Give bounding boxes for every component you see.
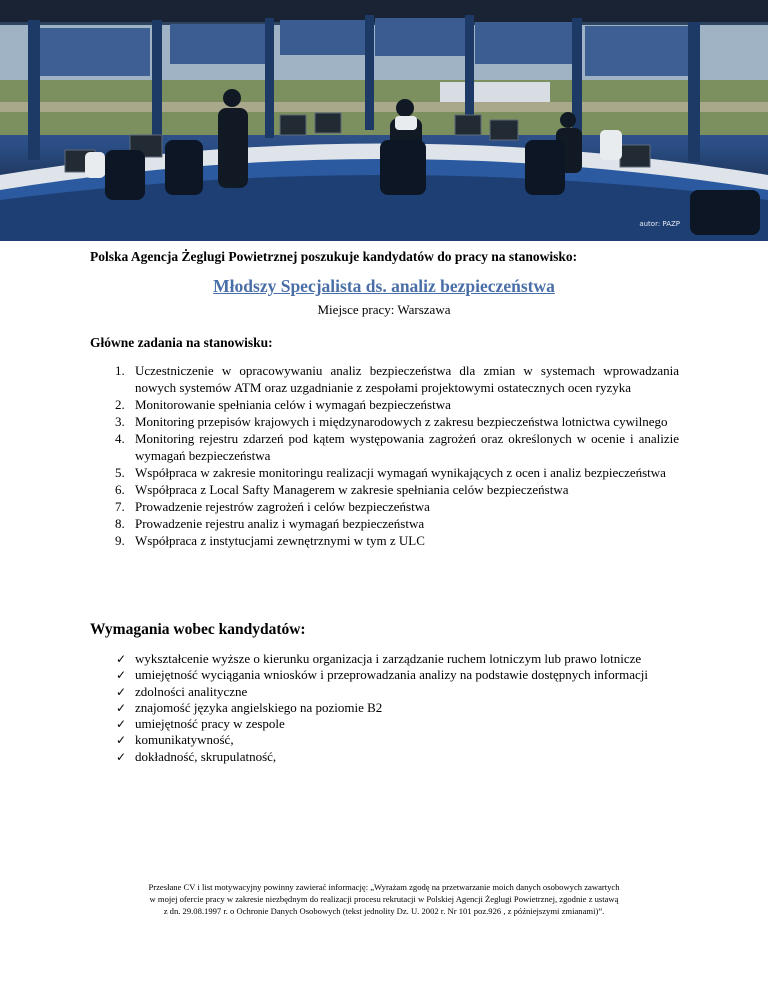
task-item — [115, 498, 679, 515]
header-photo — [0, 0, 768, 241]
checkmark-icon: ✓ — [116, 700, 127, 715]
requirement-item — [116, 684, 656, 700]
requirement-item — [116, 732, 656, 748]
photo-credit: autor: PAZP — [639, 220, 680, 228]
job-title: Młodszy Specjalista ds. analiz bezpieczeństwa — [213, 276, 555, 296]
task-number: 5. — [115, 465, 125, 480]
task-text: Monitoring przepisów krajowych i międzynarodowych z zakresu bezpieczeństwa lotnictwa cywilnego — [135, 414, 668, 429]
task-number: 4. — [115, 431, 125, 446]
task-number: 3. — [115, 414, 125, 429]
data-consent-footer — [0, 881, 768, 917]
task-text: Prowadzenie rejestrów zagrożeń i celów bezpieczeństwa — [135, 499, 430, 514]
intro-text: Polska Agencja Żeglugi Powietrznej poszukuje kandydatów do pracy na stanowisko: — [90, 249, 578, 264]
requirement-text: znajomość języka angielskiego na poziomie B2 — [135, 699, 383, 715]
task-item — [115, 464, 679, 481]
requirement-item — [116, 667, 656, 683]
task-text: Uczestniczenie w opracowywaniu analiz bezpieczeństwa dla zmian w systemach wprowadzania nowych systemów ATM oraz uzgadnianie z zespołami projektowymi ostatecznych ocen ryzyka — [135, 363, 679, 395]
checkmark-icon: ✓ — [116, 733, 127, 748]
task-item — [115, 532, 679, 549]
task-item — [115, 396, 679, 413]
task-text: Monitorowanie spełniania celów i wymagań bezpieczeństwa — [135, 397, 451, 412]
requirement-text: zdolności analityczne — [135, 683, 248, 699]
footer-line: Przesłane CV i list motywacyjny powinny zawierać informację: „Wyrażam zgodę na przetwarzanie moich danych osobowych zawartych — [148, 882, 620, 892]
checkmark-icon: ✓ — [116, 668, 127, 683]
task-item — [115, 413, 679, 430]
task-number: 1. — [115, 363, 125, 378]
requirement-item — [116, 749, 656, 765]
footer-line: w mojej ofercie pracy w zakresie niezbędnym do realizacji procesu rekrutacji w Polskiej Agencji Żeglugi Powietrznej, zgodnie z ustawą — [149, 894, 619, 904]
work-location: Miejsce pracy: Warszawa — [317, 302, 451, 317]
requirement-item — [116, 700, 656, 716]
task-text: Współpraca z instytucjami zewnętrznymi w tym z ULC — [135, 533, 425, 548]
control-tower-illustration — [0, 0, 768, 241]
checkmark-icon: ✓ — [116, 652, 127, 666]
requirement-text: umiejętność wyciągania wniosków i przeprowadzania analizy na podstawie dostępnych informacji — [135, 667, 648, 683]
checkmark-icon: ✓ — [116, 749, 127, 764]
requirement-item — [116, 716, 656, 732]
requirement-item — [116, 651, 656, 667]
requirement-text: umiejętność pracy w zespole — [135, 716, 285, 732]
task-item — [115, 362, 679, 396]
task-item — [115, 430, 679, 464]
task-text: Prowadzenie rejestru analiz i wymagań bezpieczeństwa — [135, 516, 425, 531]
checkmark-icon: ✓ — [116, 717, 127, 732]
task-number: 8. — [115, 516, 125, 531]
task-number: 6. — [115, 482, 125, 497]
task-text: Monitoring rejestru zdarzeń pod kątem występowania zagrożeń oraz określonych w ocenie i analizie wymagań bezpieczeństwa — [135, 431, 679, 463]
requirements-list — [116, 651, 656, 765]
task-item — [115, 515, 679, 532]
requirements-heading: Wymagania wobec kandydatów: — [90, 621, 306, 638]
requirement-text: komunikatywność, — [135, 732, 234, 748]
tasks-list — [115, 362, 679, 549]
task-number: 7. — [115, 499, 125, 514]
task-text: Współpraca w zakresie monitoringu realizacji wymagań wynikających z ocen i analiz bezpieczeństwa — [135, 465, 666, 480]
task-number: 9. — [115, 533, 125, 548]
task-number: 2. — [115, 397, 125, 412]
tasks-heading: Główne zadania na stanowisku: — [90, 335, 273, 350]
requirement-text: dokładność, skrupulatność, — [135, 748, 277, 764]
checkmark-icon: ✓ — [116, 684, 127, 699]
task-text: Współpraca z Local Safty Managerem w zakresie spełniania celów bezpieczeństwa — [135, 482, 569, 497]
task-item — [115, 481, 679, 498]
requirement-text: wykształcenie wyższe o kierunku organizacja i zarządzanie ruchem lotniczym lub prawo lotnicze — [135, 651, 642, 666]
footer-line: z dn. 29.08.1997 r. o Ochronie Danych Osobowych (tekst jednolity Dz. U. 2002 r. Nr 101 poz.926 , z późniejszymi zmianami)”. — [163, 906, 605, 916]
